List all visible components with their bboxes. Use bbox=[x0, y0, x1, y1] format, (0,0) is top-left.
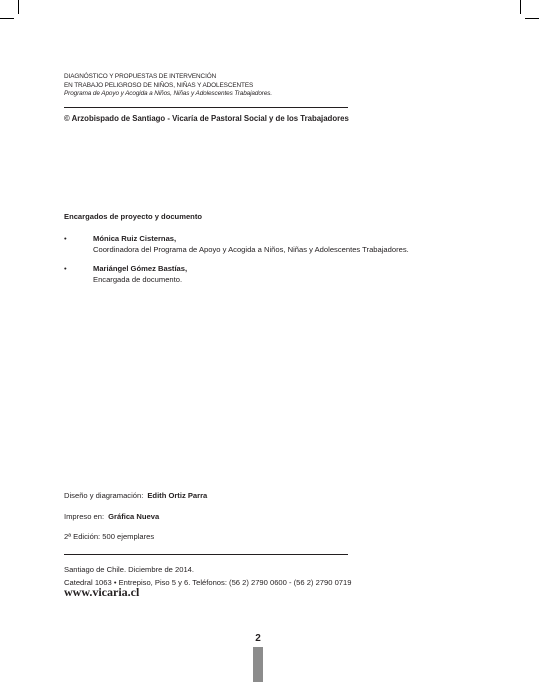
document-header bbox=[64, 73, 272, 99]
place-date: Santiago de Chile. Diciembre de 2014. bbox=[64, 565, 195, 574]
edition-note: 2ª Edición: 500 ejemplares bbox=[64, 532, 155, 541]
crop-mark-top-right-h bbox=[525, 18, 539, 19]
print-label: Impreso en: bbox=[64, 512, 105, 521]
design-label: Diseño y diagramación: bbox=[64, 491, 144, 500]
print-credit bbox=[64, 512, 159, 521]
bullet-icon: • bbox=[64, 234, 67, 243]
design-value: Edith Ortiz Parra bbox=[147, 491, 208, 500]
bullet-icon: • bbox=[64, 264, 67, 273]
page-tab-bar bbox=[253, 647, 263, 682]
credit-role: Coordinadora del Programa de Apoyo y Acogida a Niños, Niñas y Adolescentes Trabajadores. bbox=[93, 244, 409, 254]
crop-mark-top-right bbox=[520, 0, 521, 14]
header-divider bbox=[64, 107, 348, 108]
header-line-2: EN TRABAJO PELIGROSO DE NIÑOS, NIÑAS Y ADOLESCENTES bbox=[64, 81, 254, 89]
website-link[interactable]: www.vicaria.cl bbox=[64, 585, 140, 599]
credit-name: Mónica Ruiz Cisternas, bbox=[93, 234, 177, 243]
page-number: 2 bbox=[255, 633, 261, 644]
print-value: Gráfica Nueva bbox=[108, 512, 160, 521]
copyright-line: © Arzobispado de Santiago - Vicaría de Pastoral Social y de los Trabajadores bbox=[64, 114, 349, 123]
header-line-1: DIAGNÓSTICO Y PROPUESTAS DE INTERVENCIÓN bbox=[64, 73, 217, 80]
footer-divider bbox=[64, 554, 348, 555]
header-line-3: Programa de Apoyo y Acogida a Niños, Niñas y Adolescentes Trabajadores. bbox=[64, 90, 273, 98]
design-credit bbox=[64, 491, 207, 500]
crop-mark-top-left-h bbox=[0, 18, 14, 19]
address-line: Catedral 1063 • Entrepiso, Piso 5 y 6. Teléfonos: (56 2) 2790 0600 - (56 2) 2790 0719 bbox=[64, 578, 352, 587]
credits-title: Encargados de proyecto y documento bbox=[64, 212, 202, 221]
credit-role: Encargada de documento. bbox=[93, 274, 183, 284]
crop-mark-top-left bbox=[18, 0, 19, 14]
credit-name: Mariángel Gómez Bastías, bbox=[93, 264, 188, 273]
